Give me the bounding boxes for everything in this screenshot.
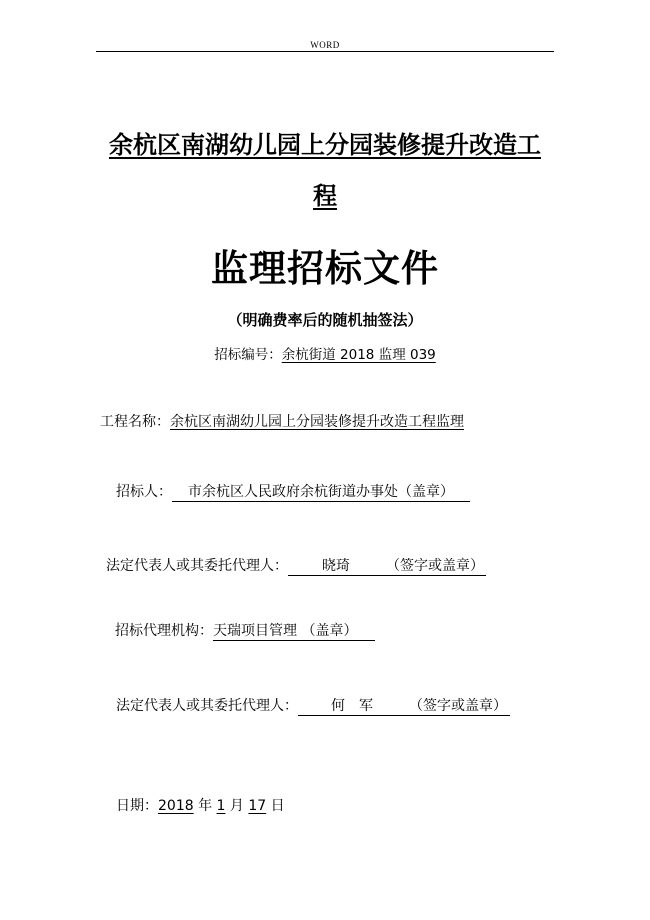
agency-field [115, 620, 375, 641]
document-type: 监理招标文件 [211, 247, 439, 290]
bid-number [0, 343, 650, 363]
date-field [116, 795, 285, 815]
legal-rep-2-value: 何 军 [298, 698, 406, 716]
bid-number-value: 余杭街道 2018 监理 039 [281, 347, 436, 363]
agency-label: 招标代理机构： [115, 623, 213, 639]
bid-number-label: 招标编号： [214, 347, 282, 363]
date-day: 17 [248, 798, 267, 814]
project-name-value: 余杭区南湖幼儿园上分园装修提升改造工程监理 [170, 414, 464, 430]
date-year: 2018 [158, 798, 194, 814]
project-name-label: 工程名称： [100, 414, 170, 430]
header-label: WORD [310, 40, 340, 50]
tenderer-label: 招标人： [116, 484, 172, 500]
title-line-2-text: 程 [313, 182, 337, 210]
date-day-unit: 日 [270, 798, 285, 814]
project-name-field [100, 411, 464, 431]
date-year-unit: 年 [198, 798, 213, 814]
header-rule [96, 51, 554, 52]
legal-rep-1-suffix: （签字或盖章） [386, 558, 484, 574]
document-title-line-1 [0, 125, 650, 160]
tenderer-field [116, 481, 470, 502]
date-month-unit: 月 [229, 798, 244, 814]
document-title-line-2 [0, 176, 650, 211]
date-label: 日期： [116, 798, 158, 814]
legal-rep-2-label: 法定代表人或其委托代理人： [116, 698, 298, 714]
date-month: 1 [216, 798, 226, 814]
legal-rep-2-suffix: （签字或盖章） [406, 698, 510, 716]
agency-value: 天瑞项目管理 （盖章） [213, 623, 375, 641]
legal-rep-field-1 [106, 555, 486, 576]
tenderer-value: 市余杭区人民政府余杭街道办事处（盖章） [172, 484, 470, 502]
title-line-1-text: 余杭区南湖幼儿园上分园装修提升改造工 [109, 131, 541, 159]
legal-rep-1-value: 晓琦 [288, 558, 384, 576]
legal-rep-1-label: 法定代表人或其委托代理人： [106, 558, 288, 574]
legal-rep-field-2 [116, 695, 510, 716]
tender-method: （明确费率后的随机抽签法） [227, 311, 423, 329]
